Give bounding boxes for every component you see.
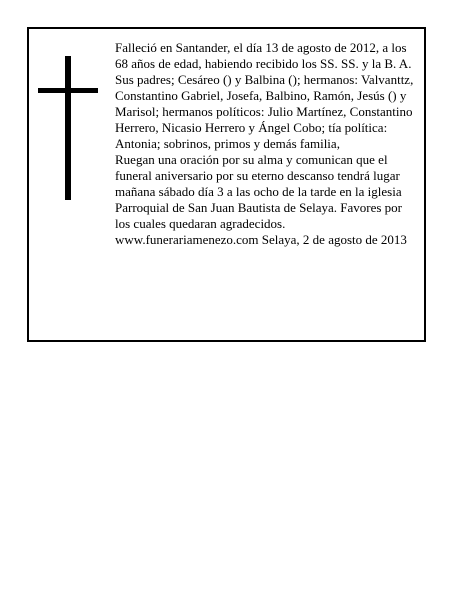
obituary-notice: [27, 27, 426, 342]
cross-horizontal-bar: [38, 88, 98, 93]
family-list: Sus padres; Cesáreo () y Balbina (); hermanos: Valvanttz, Constantino Gabriel, Josefa, Balbino, Ramón, Jesús () y Marisol; hermanos políticos: Julio Martínez, Constantino Herrero, Nicasio Herrero y Ángel Cobo; tía política: Antonia; sobrinos, primos y demás familia,: [115, 72, 414, 151]
cross-vertical-bar: [65, 56, 71, 200]
death-announcement: Falleció en Santander, el día 13 de agosto de 2012, a los 68 años de edad, habiendo recibido los SS. SS. y la B. A.: [115, 40, 412, 71]
funeral-details: Ruegan una oración por su alma y comunican que el funeral aniversario por su eterno descanso tendrá lugar mañana sábado día 3 a las ocho de la tarde en la iglesia Parroquial de San Juan Bautista de Selaya. Favores por los cuales quedaran agradecidos.: [115, 152, 403, 231]
funeral-home-signature: www.funerariamenezo.com Selaya, 2 de agosto de 2013: [115, 232, 407, 247]
cross-icon: [38, 56, 98, 200]
obituary-text: [115, 40, 420, 248]
